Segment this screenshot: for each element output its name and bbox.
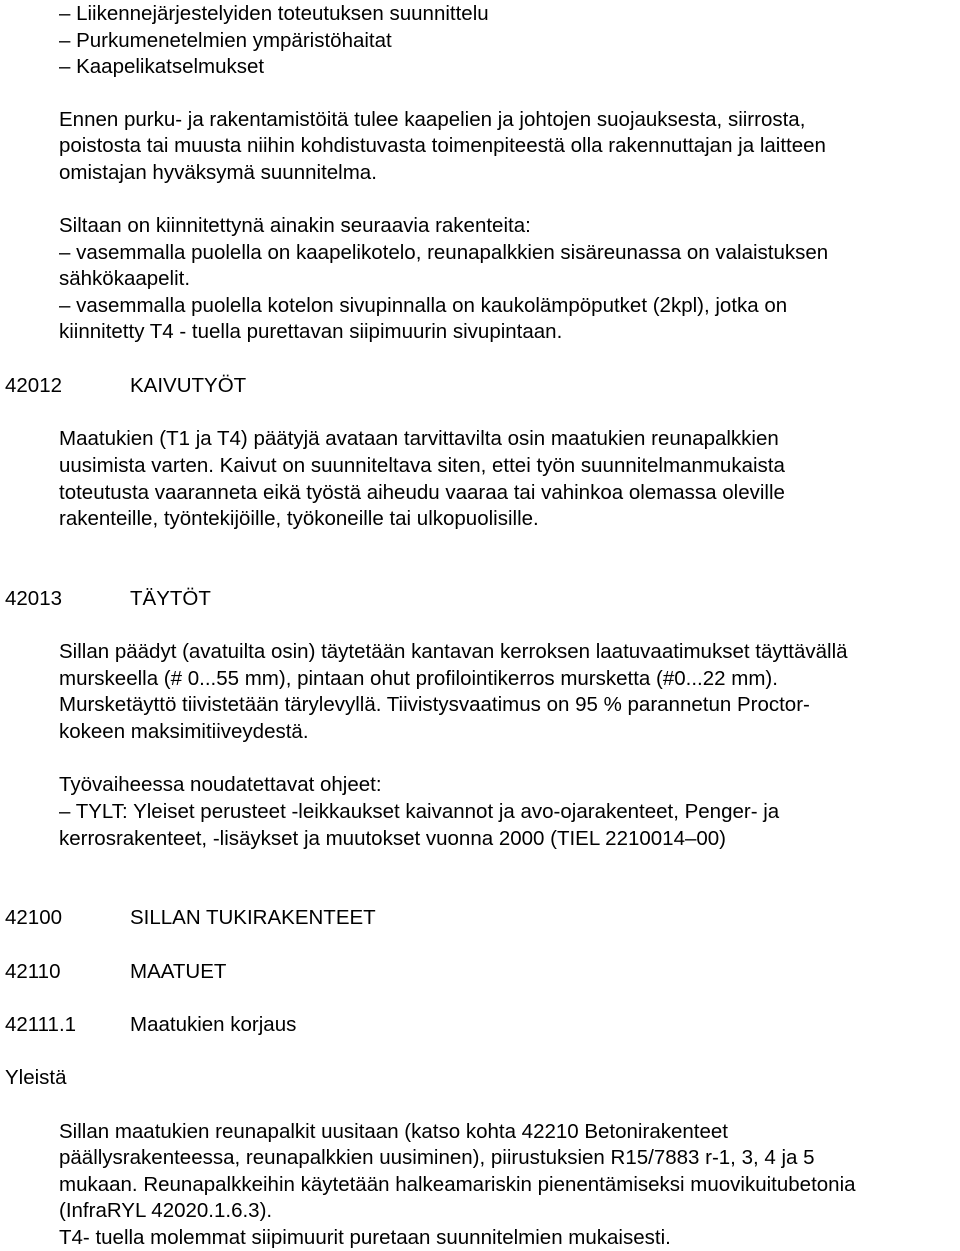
paragraph-line: Mursketäyttö tiivistetään tärylevyllä. Tiivistysvaatimus on 95 % parannetun Proctor- (59, 693, 810, 716)
section-title: MAATUET (130, 960, 227, 983)
section-title: SILLAN TUKIRAKENTEET (130, 906, 376, 929)
paragraph-line: kerrosrakenteet, -lisäykset ja muutokset vuonna 2000 (TIEL 2210014–00) (59, 827, 727, 850)
paragraph-line: T4- tuella molemmat siipimuurit puretaan suunnitelmien mukaisesti. (59, 1226, 671, 1249)
paragraph-line: murskeella (# 0...55 mm), pintaan ohut profilointikerros mursketta (#0...22 mm). (59, 667, 778, 690)
list-item: – Liikennejärjestelyiden toteutuksen suunnittelu (59, 2, 489, 25)
section-title: TÄYTÖT (130, 587, 211, 610)
list-item: – Purkumenetelmien ympäristöhaitat (59, 29, 392, 52)
paragraph-line: Sillan päädyt (avatuilta osin) täytetään kantavan kerroksen laatuvaatimukset täyttävällä (59, 640, 848, 663)
subheading: Yleistä (5, 1066, 67, 1089)
section-number: 42013 (5, 587, 63, 610)
paragraph-line: Työvaiheessa noudatettavat ohjeet: (59, 773, 382, 796)
list-item: – TYLT: Yleiset perusteet -leikkaukset kaivannot ja avo-ojarakenteet, Penger- ja (59, 800, 780, 823)
section-number: 42110 (5, 960, 61, 983)
paragraph-line: toteutusta vaaranneta eikä työstä aiheudu vaaraa tai vahinkoa olemassa oleville (59, 481, 785, 504)
section-number: 42012 (5, 374, 63, 397)
list-item: – vasemmalla puolella kotelon sivupinnalla on kaukolämpöputket (2kpl), jotka on (59, 294, 788, 317)
paragraph-line: Maatukien (T1 ja T4) päätyjä avataan tarvittavilta osin maatukien reunapalkkien (59, 427, 779, 450)
paragraph-line: Sillan maatukien reunapalkit uusitaan (katso kohta 42210 Betonirakenteet (59, 1120, 728, 1143)
paragraph-line: rakenteille, työntekijöille, työkoneille tai ulkopuolisille. (59, 507, 539, 530)
paragraph-line: Ennen purku- ja rakentamistöitä tulee kaapelien ja johtojen suojauksesta, siirrosta, (59, 108, 806, 131)
paragraph-line: kokeen maksimitiiveydestä. (59, 720, 309, 743)
list-item: – vasemmalla puolella on kaapelikotelo, reunapalkkien sisäreunassa on valaistuksen (59, 241, 829, 264)
paragraph-line: uusimista varten. Kaivut on suunniteltava siten, ettei työn suunnitelmanmukaista (59, 454, 785, 477)
paragraph-line: omistajan hyväksymä suunnitelma. (59, 161, 377, 184)
paragraph-line: päällysrakenteessa, reunapalkkien uusiminen), piirustuksien R15/7883 r-1, 3, 4 ja 5 (59, 1146, 815, 1169)
paragraph-line: mukaan. Reunapalkkeihin käytetään halkeamariskin pienentämiseksi muovikuitubetonia (59, 1173, 856, 1196)
paragraph-line: kiinnitetty T4 - tuella purettavan siipimuurin sivupintaan. (59, 320, 563, 343)
paragraph-line: sähkökaapelit. (59, 267, 191, 290)
section-title: KAIVUTYÖT (130, 374, 247, 397)
paragraph-line: (InfraRYL 42020.1.6.3). (59, 1199, 273, 1222)
paragraph-line: Siltaan on kiinnitettynä ainakin seuraavia rakenteita: (59, 214, 531, 237)
section-number: 42100 (5, 906, 63, 929)
paragraph-line: poistosta tai muusta niihin kohdistuvasta toimenpiteestä olla rakennuttajan ja laitteen (59, 134, 826, 157)
section-number: 42111.1 (5, 1013, 77, 1036)
section-title: Maatukien korjaus (130, 1013, 297, 1036)
list-item: – Kaapelikatselmukset (59, 55, 265, 78)
